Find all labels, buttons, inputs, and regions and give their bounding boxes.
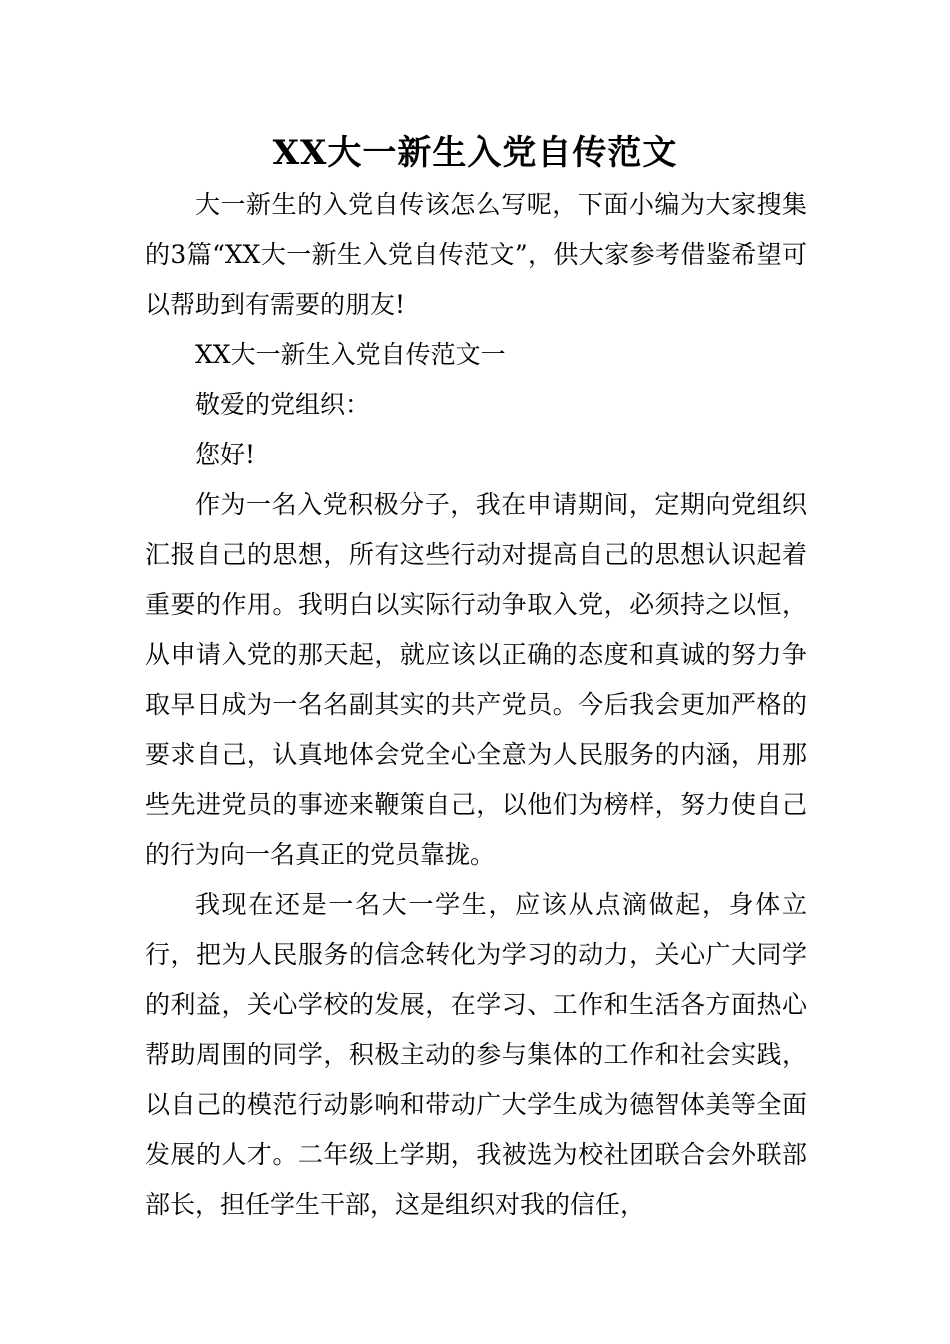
body-paragraph: 作为一名入党积极分子，我在申请期间，定期向党组织汇报自己的思想，所有这些行动对提高自己的思想认识起着重要的作用。我明白以实际行动争取入党，必须持之以恒，从申请入党的那天起，就应该以正确的态度和真诚的努力争取早日成为一名名副其实的共产党员。今后我会更加严格的要求自己，认真地体会党全心全意为人民服务的内涵，用那些先进党员的事迹来鞭策自己，以他们为榜样，努力使自己的行为向一名真正的党员靠拢。	[145, 490, 807, 869]
salutation: 敬爱的党组织：	[195, 390, 371, 419]
document-title: XX大一新生入党自传范文	[272, 133, 678, 173]
document-body	[145, 180, 807, 1230]
greeting: 您好!	[195, 440, 256, 469]
intro-paragraph: 大一新生的入党自传该怎么写呢，下面小编为大家搜集的3篇“XX大一新生入党自传范文”，供大家参考借鉴希望可以帮助到有需要的朋友!	[145, 190, 807, 319]
body-paragraph: 我现在还是一名大一学生，应该从点滴做起，身体立行，把为人民服务的信念转化为学习的动力，关心广大同学的利益，关心学校的发展，在学习、工作和生活各方面热心帮助周围的同学，积极主动的参与集体的工作和社会实践，以自己的模范行动影响和带动广大学生成为德智体美等全面发展的人才。二年级上学期，我被选为校社团联合会外联部部长，担任学生干部，这是组织对我的信任，	[145, 890, 807, 1219]
section-heading: XX大一新生入党自传范文一	[195, 340, 506, 369]
